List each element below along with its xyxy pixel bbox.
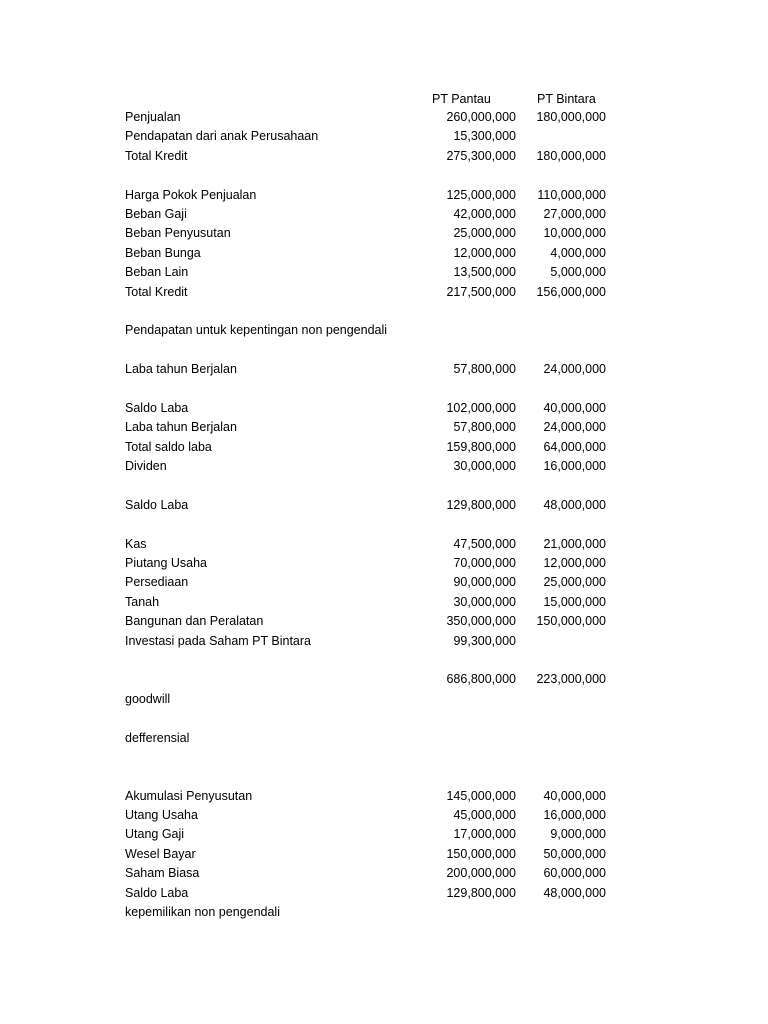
table-row xyxy=(0,787,768,806)
pt-bintara-value: 40,000,000 xyxy=(543,788,606,803)
row-label: Kas xyxy=(125,536,147,551)
pt-bintara-value: 16,000,000 xyxy=(543,459,606,474)
pt-pantau-value: 30,000,000 xyxy=(453,594,516,609)
row-label: Bangunan dan Peralatan xyxy=(125,614,264,629)
pt-bintara-value: 15,000,000 xyxy=(543,594,606,609)
row-label: Beban Lain xyxy=(125,265,189,280)
table-row xyxy=(0,127,768,146)
table-row xyxy=(0,186,768,205)
table-row xyxy=(0,302,768,321)
pt-pantau-value: 99,300,000 xyxy=(453,633,516,648)
pt-bintara-value: 110,000,000 xyxy=(537,187,606,202)
pt-pantau-value: 150,000,000 xyxy=(446,846,516,861)
table-row xyxy=(0,438,768,457)
table-row xyxy=(0,166,768,185)
pt-pantau-value: 15,300,000 xyxy=(453,129,516,144)
pt-pantau-value: 12,000,000 xyxy=(453,245,516,260)
row-label: Harga Pokok Penjualan xyxy=(125,187,257,202)
table-row xyxy=(0,690,768,709)
table-row xyxy=(0,573,768,592)
pt-bintara-value: 10,000,000 xyxy=(543,226,606,241)
table-row xyxy=(0,670,768,689)
row-label: Pendapatan dari anak Perusahaan xyxy=(125,129,319,144)
table-row xyxy=(0,884,768,903)
pt-pantau-value: 102,000,000 xyxy=(446,400,516,415)
row-label: Investasi pada Saham PT Bintara xyxy=(125,633,311,648)
row-label: kepemilikan non pengendali xyxy=(125,905,280,920)
row-label: Utang Gaji xyxy=(125,827,185,842)
pt-bintara-value: 9,000,000 xyxy=(550,827,606,842)
pt-pantau-value: 125,000,000 xyxy=(446,187,516,202)
pt-pantau-value: 47,500,000 xyxy=(453,536,516,551)
table-row xyxy=(0,748,768,767)
row-label: Saldo Laba xyxy=(125,497,189,512)
table-row xyxy=(0,612,768,631)
data-rows xyxy=(0,108,768,922)
table-row xyxy=(0,496,768,515)
row-label: Penjualan xyxy=(125,110,181,124)
table-row xyxy=(0,108,768,127)
pt-bintara-value: 180,000,000 xyxy=(536,148,606,163)
table-row xyxy=(0,825,768,844)
pt-bintara-value: 24,000,000 xyxy=(543,362,606,377)
row-label: Saldo Laba xyxy=(125,885,189,900)
pt-bintara-value: 25,000,000 xyxy=(543,575,606,590)
row-label: goodwill xyxy=(125,691,171,706)
pt-bintara-value: 50,000,000 xyxy=(543,846,606,861)
pt-pantau-value: 42,000,000 xyxy=(453,206,516,221)
row-label: Persediaan xyxy=(125,575,189,590)
row-label: defferensial xyxy=(125,730,190,745)
table-row xyxy=(0,399,768,418)
table-row xyxy=(0,263,768,282)
table-row xyxy=(0,379,768,398)
pt-pantau-value: 686,800,000 xyxy=(446,672,516,687)
pt-bintara-value: 180,000,000 xyxy=(536,110,606,124)
table-row xyxy=(0,418,768,437)
pt-pantau-value: 275,300,000 xyxy=(446,148,516,163)
column-header-pt-pantau: PT Pantau xyxy=(432,92,491,106)
pt-pantau-value: 25,000,000 xyxy=(453,226,516,241)
row-label: Laba tahun Berjalan xyxy=(125,362,237,377)
pt-pantau-value: 45,000,000 xyxy=(453,808,516,823)
pt-bintara-value: 156,000,000 xyxy=(536,284,606,299)
row-label: Piutang Usaha xyxy=(125,555,208,570)
pt-pantau-value: 70,000,000 xyxy=(453,555,516,570)
table-row xyxy=(0,864,768,883)
pt-pantau-value: 159,800,000 xyxy=(446,439,516,454)
table-row xyxy=(0,593,768,612)
table-row xyxy=(0,806,768,825)
table-row xyxy=(0,283,768,302)
row-label: Total saldo laba xyxy=(125,439,212,454)
pt-pantau-value: 30,000,000 xyxy=(453,459,516,474)
row-label: Utang Usaha xyxy=(125,808,198,823)
pt-bintara-value: 48,000,000 xyxy=(543,497,606,512)
table-row xyxy=(0,321,768,340)
pt-pantau-value: 13,500,000 xyxy=(453,265,516,280)
pt-pantau-value: 145,000,000 xyxy=(446,788,516,803)
pt-pantau-value: 129,800,000 xyxy=(446,497,516,512)
pt-bintara-value: 5,000,000 xyxy=(550,265,606,280)
row-label: Dividen xyxy=(125,459,167,474)
table-row xyxy=(0,903,768,922)
row-label: Beban Bunga xyxy=(125,245,201,260)
pt-bintara-value: 16,000,000 xyxy=(543,808,606,823)
table-row xyxy=(0,651,768,670)
pt-bintara-value: 150,000,000 xyxy=(536,614,606,629)
pt-bintara-value: 64,000,000 xyxy=(543,439,606,454)
row-label: Laba tahun Berjalan xyxy=(125,420,237,435)
table-row xyxy=(0,457,768,476)
pt-bintara-value: 40,000,000 xyxy=(543,400,606,415)
pt-bintara-value: 24,000,000 xyxy=(543,420,606,435)
table-row xyxy=(0,224,768,243)
pt-bintara-value: 27,000,000 xyxy=(543,206,606,221)
table-row xyxy=(0,709,768,728)
table-row xyxy=(0,554,768,573)
pt-pantau-value: 90,000,000 xyxy=(453,575,516,590)
pt-bintara-value: 48,000,000 xyxy=(543,885,606,900)
table-row xyxy=(0,244,768,263)
table-row xyxy=(0,205,768,224)
pt-bintara-value: 12,000,000 xyxy=(543,555,606,570)
row-label: Saham Biasa xyxy=(125,866,200,881)
table-row xyxy=(0,515,768,534)
row-label: Total Kredit xyxy=(125,284,188,299)
pt-pantau-value: 200,000,000 xyxy=(446,866,516,881)
pt-bintara-value: 4,000,000 xyxy=(550,245,606,260)
table-row xyxy=(0,535,768,554)
pt-pantau-value: 57,800,000 xyxy=(453,420,516,435)
pt-pantau-value: 17,000,000 xyxy=(453,827,516,842)
pt-pantau-value: 217,500,000 xyxy=(446,284,516,299)
row-label: Tanah xyxy=(125,594,160,609)
table-row xyxy=(0,360,768,379)
row-label: Wesel Bayar xyxy=(125,846,196,861)
table-row xyxy=(0,767,768,786)
table-row xyxy=(0,147,768,166)
row-label: Beban Gaji xyxy=(125,206,187,221)
row-label: Akumulasi Penyusutan xyxy=(125,788,253,803)
table-row xyxy=(0,632,768,651)
table-row xyxy=(0,341,768,360)
column-header-pt-bintara: PT Bintara xyxy=(537,92,596,106)
row-label: Pendapatan untuk kepentingan non pengendali xyxy=(125,323,388,338)
row-label: Beban Penyusutan xyxy=(125,226,231,241)
table-row xyxy=(0,729,768,748)
pt-pantau-value: 129,800,000 xyxy=(446,885,516,900)
pt-bintara-value: 60,000,000 xyxy=(543,866,606,881)
table-row xyxy=(0,476,768,495)
row-label: Saldo Laba xyxy=(125,400,189,415)
row-label: Total Kredit xyxy=(125,148,188,163)
pt-bintara-value: 223,000,000 xyxy=(536,672,606,687)
pt-pantau-value: 260,000,000 xyxy=(446,110,516,124)
pt-pantau-value: 350,000,000 xyxy=(446,614,516,629)
pt-pantau-value: 57,800,000 xyxy=(453,362,516,377)
pt-bintara-value: 21,000,000 xyxy=(543,536,606,551)
table-row xyxy=(0,845,768,864)
